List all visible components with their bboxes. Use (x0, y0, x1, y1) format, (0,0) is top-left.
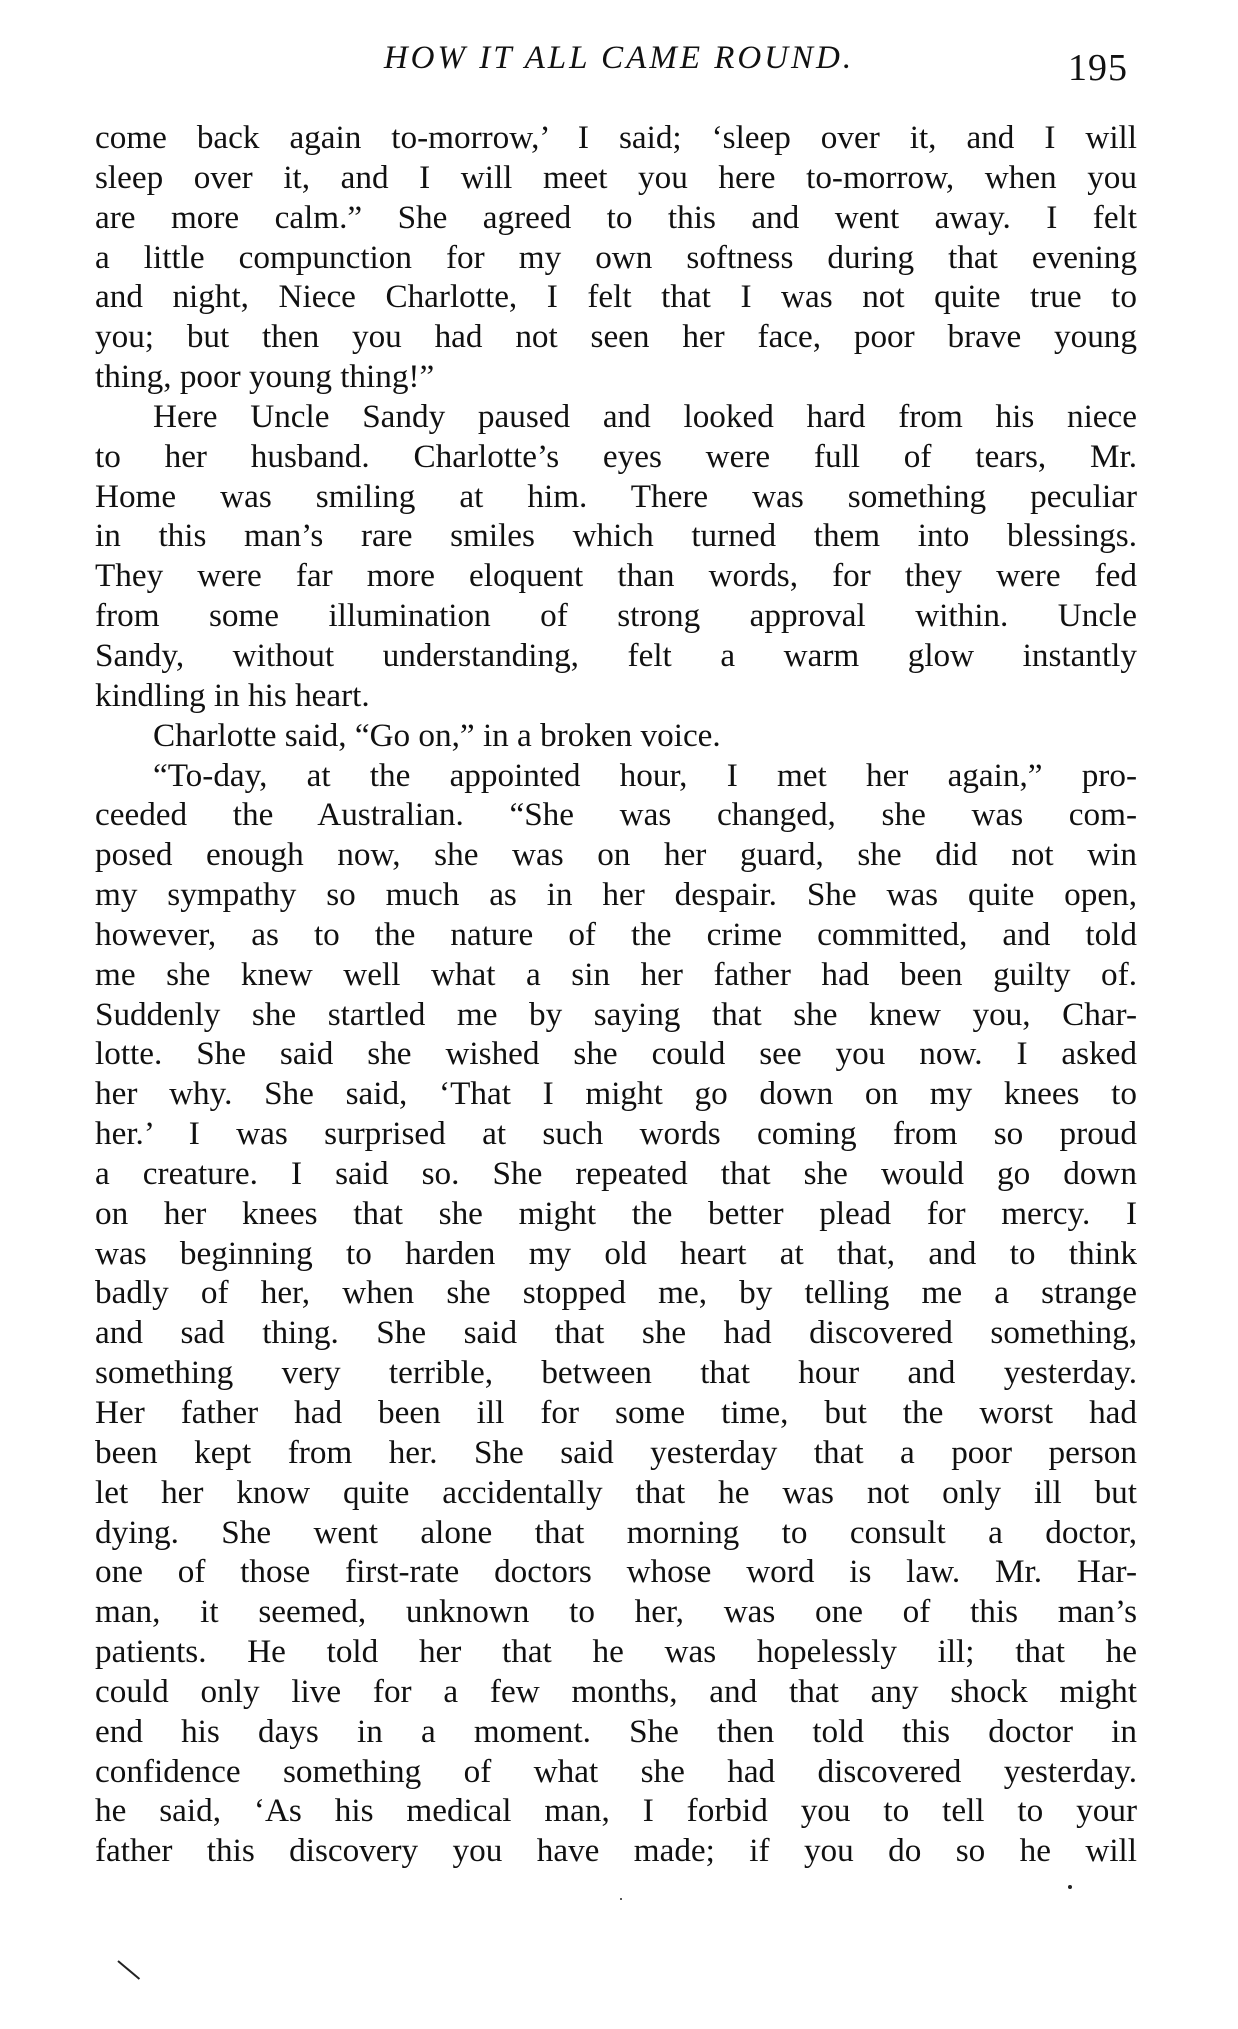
text-line: They were far more eloquent than words, for they were fed (95, 557, 1137, 595)
text-line: ceeded the Australian. “She was changed, she was com- (95, 796, 1137, 834)
text-line: let her know quite accidentally that he was not only ill but (95, 1473, 1137, 1511)
text-line: me she knew well what a sin her father had been guilty of. (95, 955, 1137, 993)
text-line: lotte. She said she wished she could see you now. I asked (95, 1035, 1137, 1073)
text-line: and night, Niece Charlotte, I felt that I was not quite true to (95, 278, 1137, 316)
text-line: in this man’s rare smiles which turned them into blessings. (95, 517, 1137, 555)
text-line: “To-day, at the appointed hour, I met her again,” pro- (153, 756, 1137, 794)
text-line: Her father had been ill for some time, but the worst had (95, 1394, 1137, 1431)
text-line: come back again to-morrow,’ I said; ‘sleep over it, and I will (95, 119, 1137, 156)
text-line: her why. She said, ‘That I might go down on my knees to (95, 1075, 1137, 1113)
body-text (95, 118, 1137, 1871)
ink-speck (620, 1898, 622, 1900)
text-line: was beginning to harden my old heart at that, and to think (95, 1234, 1137, 1272)
text-line: a creature. I said so. She repeated that she would go down (95, 1154, 1137, 1192)
text-line: thing, poor young thing!” (95, 358, 435, 396)
text-line: sleep over it, and I will meet you here to-morrow, when you (95, 158, 1137, 196)
text-line: from some illumination of strong approval within. Uncle (95, 597, 1137, 635)
text-line: dying. She went alone that morning to consult a doctor, (95, 1513, 1137, 1551)
text-line: something very terrible, between that hour and yesterday. (95, 1354, 1137, 1392)
text-line: posed enough now, she was on her guard, she did not win (95, 836, 1137, 874)
text-line: badly of her, when she stopped me, by telling me a strange (95, 1274, 1137, 1312)
text-line: Charlotte said, “Go on,” in a broken voice. (153, 716, 721, 754)
text-line: been kept from her. She said yesterday that a poor person (95, 1433, 1137, 1471)
ink-speck (1068, 1885, 1072, 1889)
text-line: a little compunction for my own softness during that evening (95, 238, 1137, 276)
text-line: are more calm.” She agreed to this and went away. I felt (95, 198, 1137, 236)
text-line: patients. He told her that he was hopelessly ill; that he (95, 1633, 1137, 1671)
text-line: to her husband. Charlotte’s eyes were full of tears, Mr. (95, 437, 1137, 475)
text-line: however, as to the nature of the crime committed, and told (95, 915, 1137, 953)
running-title: HOW IT ALL CAME ROUND. (383, 40, 855, 76)
text-line: end his days in a moment. She then told this doctor in (95, 1712, 1137, 1750)
text-line: and sad thing. She said that she had discovered something, (95, 1314, 1137, 1352)
text-line: man, it seemed, unknown to her, was one of this man’s (95, 1593, 1137, 1631)
text-line: kindling in his heart. (95, 676, 370, 714)
running-header (0, 40, 1238, 100)
page-number: 195 (1068, 47, 1128, 89)
text-line: my sympathy so much as in her despair. She was quite open, (95, 876, 1137, 914)
text-line: Home was smiling at him. There was something peculiar (95, 477, 1137, 515)
text-line: confidence something of what she had discovered yesterday. (95, 1752, 1137, 1790)
text-line: Suddenly she startled me by saying that she knew you, Char- (95, 995, 1137, 1033)
text-line: Sandy, without understanding, felt a warm glow instantly (95, 636, 1137, 674)
text-line: father this discovery you have made; if you do so he will (95, 1832, 1137, 1870)
text-line: one of those first-rate doctors whose word is law. Mr. Har- (95, 1553, 1137, 1591)
text-line: could only live for a few months, and that any shock might (95, 1672, 1137, 1710)
text-line: Here Uncle Sandy paused and looked hard from his niece (153, 397, 1137, 435)
text-line: he said, ‘As his medical man, I forbid you to tell to your (95, 1792, 1137, 1830)
text-line: on her knees that she might the better plead for mercy. I (95, 1194, 1137, 1232)
text-line: her.’ I was surprised at such words coming from so proud (95, 1115, 1137, 1153)
scan-mark (117, 1960, 140, 1980)
text-line: you; but then you had not seen her face, poor brave young (95, 318, 1137, 356)
